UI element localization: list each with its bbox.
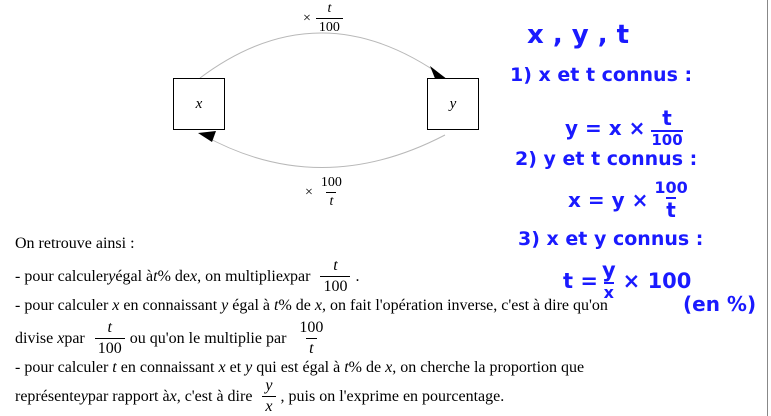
page-edge-divider xyxy=(767,0,771,416)
times-sign: × xyxy=(303,10,311,26)
handwritten-case-1: 1) x et t connus : xyxy=(510,64,693,86)
fraction: $\frac{100}{t}$ xyxy=(299,319,324,357)
bottom-arc xyxy=(203,135,445,168)
fraction: $\frac{t}{100}$ xyxy=(95,320,125,357)
text-line-5: - pour calculer t en connaissant x et y qui est égal à t% de x, on cherche la proportion que xyxy=(15,359,585,376)
handwritten-case-2: 2) y et t connus : xyxy=(515,148,698,170)
text-line-6: représente y par rapport à x , c'est à dire $\frac{y}{x}$ , puis on l'exprime en pourcentage. xyxy=(15,377,505,415)
handwritten-variables: x , y , t xyxy=(527,20,630,50)
top-operator xyxy=(303,2,348,35)
handwritten-formula-1: y = x × $\frac{t}{100}$ xyxy=(565,106,683,149)
box-y: y xyxy=(427,78,479,130)
text-line-4: divise x par $\frac{t}{100}$ ou qu'on le multiplie par $\frac{100}{t}$ xyxy=(15,320,331,357)
bottom-operator xyxy=(305,176,350,209)
text-line-1: On retrouve ainsi : xyxy=(15,235,135,252)
handwritten-formula-3: t = $\frac{y}{x}$ × 100 xyxy=(563,258,692,302)
fraction: $\frac{y}{x}$ xyxy=(262,378,275,415)
top-frac-num: t xyxy=(327,1,332,16)
handwritten-formula-2: x = y × $\frac{100}{t}$ xyxy=(568,178,688,222)
box-x: x xyxy=(173,78,225,130)
times-sign: × xyxy=(305,184,313,200)
top-arc xyxy=(200,33,445,78)
bottom-frac-den: t xyxy=(326,192,336,209)
handwritten-case-3: 3) x et y connus : xyxy=(518,228,704,250)
text-line-3: - pour calculer x en connaissant y égal à t% de x, on fait l'opération inverse, c'est à dire qu'on xyxy=(15,297,608,314)
text-line-2: - pour calculer y égal à t % de x , on multiplie x par $\frac{t}{100}$ . xyxy=(15,257,360,295)
top-frac-den: 100 xyxy=(316,18,343,35)
bottom-frac-num: 100 xyxy=(320,175,342,190)
handwritten-percent-note: (en %) xyxy=(683,292,757,316)
fraction: $\frac{t}{100}$ xyxy=(320,258,350,295)
